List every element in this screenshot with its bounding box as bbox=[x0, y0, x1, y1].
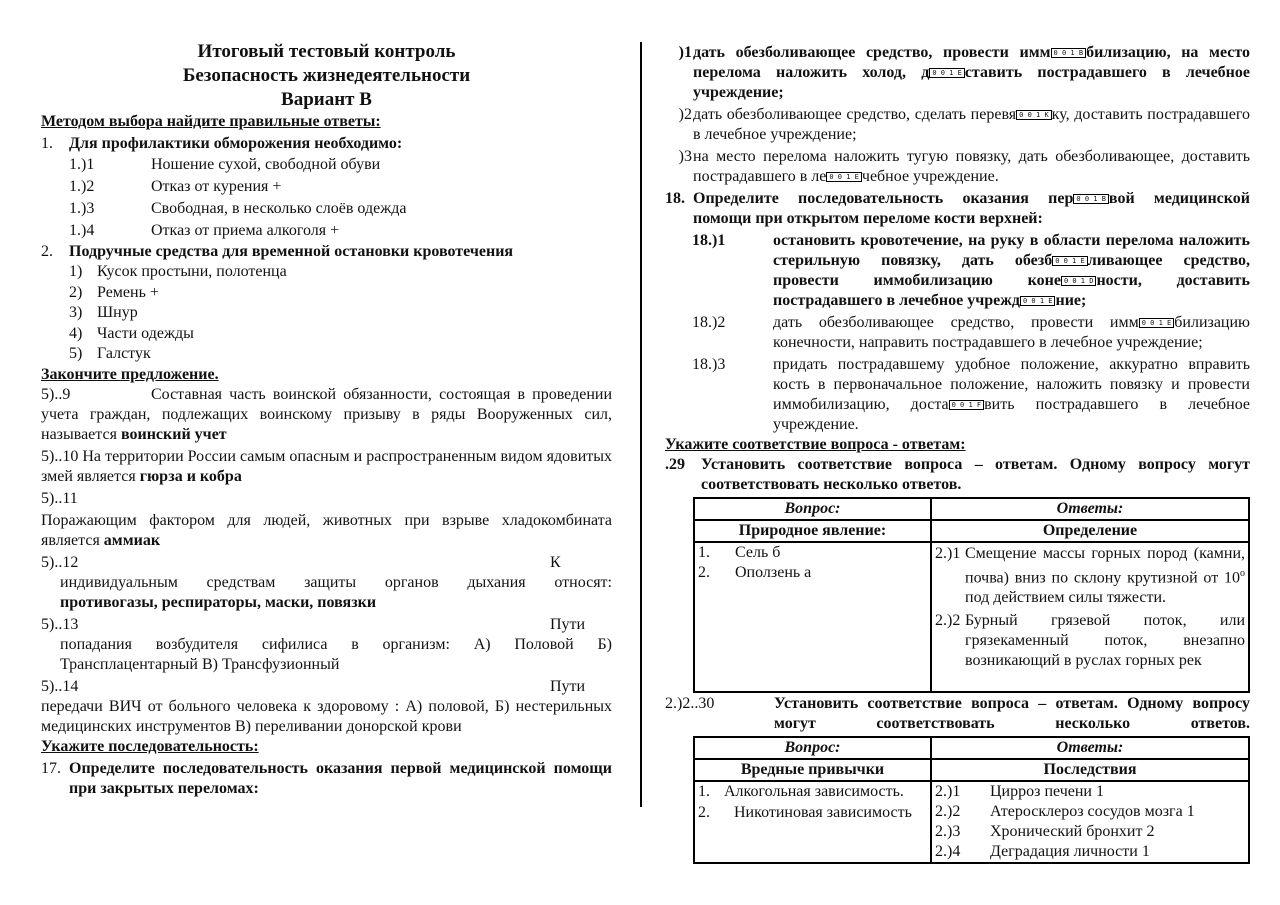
q1-option: 1.)4 Отказ от приема алкоголя + bbox=[69, 222, 340, 239]
question-2: 2. Подручные средства для временной остановки кровотечения bbox=[41, 243, 514, 260]
q2-option: 5) Галстук bbox=[69, 345, 151, 362]
field-marker-icon: 0 0 1 E bbox=[1139, 318, 1175, 328]
q1-option: 1.)2 Отказ от курения + bbox=[69, 178, 282, 195]
section-heading-sequence: Укажите последовательность: bbox=[41, 737, 259, 755]
section-heading-complete: Закончите предложение. bbox=[41, 365, 219, 383]
q2-option: 4) Части одежды bbox=[69, 324, 194, 342]
field-marker-icon: 0 0 1 E bbox=[1020, 296, 1056, 306]
q17-option: )2 дать обезболивающее средство, сделать перевя 0 0 1 K ку, доставить пострадавшего в лечебное учреждение; bbox=[678, 106, 1251, 143]
question-12: 5)..12 К индивидуальным средствам защиты органов дыхания относят: противогазы, респираторы, маски, повязки bbox=[41, 553, 612, 611]
question-11: 5)..11 Поражающим фактором для людей, животных при взрыве хладокомбината является аммиак bbox=[41, 489, 612, 549]
match-table-2: Вопрос: Ответы: Вредные привычки Последствия 1. Алкогольная зависимость. 2. Никотиновая зависимость 2.)1 Цирроз печени 1 2.)2 Атеросклероз сосудов мозга 1 2.)3 Хронический бронхит 2 2.)4 Деградация личности 1 bbox=[693, 736, 1250, 864]
field-marker-icon: 0 0 1 E bbox=[826, 172, 862, 182]
q2-option: 2) Ремень + bbox=[69, 283, 159, 301]
question-14: 5)..14 Пути передачи ВИЧ от больного человека к здоровому : А) половой, Б) нестерильных медицинских инструментов В) переливании донорской крови bbox=[41, 677, 612, 735]
field-marker-icon: 0 0 1 E bbox=[929, 68, 965, 78]
table1-answers: 2.)1 Смещение массы горных пород (камни, почва) вниз по склону крутизной от $10^о$ под действием силы тяжести. 2.)2 Бурный грязевой поток, или грязекаменный поток, внезапно возникающий в руслах горных рек bbox=[931, 542, 1249, 692]
section-heading-choice: Методом выбора найдите правильные ответы: bbox=[41, 113, 381, 130]
q1-option: 1.)1 Ношение сухой, свободной обуви bbox=[69, 156, 381, 173]
match-table-1: Вопрос: Ответы: Природное явление: Определение 1. Сель б 2. Оползень а 2.)1 Смещение массы горных пород (камни, почва) вниз по склону крутизной от $10^о$ под действием силы тяжести. 2.)2 Бурный грязевой поток, или грязекаменный поток, внезапно возникающий в руслах горных рек bbox=[693, 497, 1250, 693]
doc-title: Итоговый тестовый контроль bbox=[197, 41, 456, 62]
field-marker-icon: 0 0 1 B bbox=[1073, 194, 1109, 204]
section-heading-match: Укажите соответствие вопроса - ответам: bbox=[665, 436, 966, 453]
question-17: 17. Определите последовательность оказания первой медицинской помощи при закрытых переломах: bbox=[41, 759, 612, 797]
field-marker-icon: 0 0 1 K bbox=[1016, 110, 1052, 120]
doc-variant: Вариант В bbox=[281, 89, 372, 110]
q18-option: 18.)2 дать обезболивающее средство, провести имм 0 0 1 E билизацию конечности, направить пострадавшего в лечебное учреждение; bbox=[692, 314, 1250, 351]
field-marker-icon: 0 0 1 E bbox=[1052, 256, 1088, 266]
right-column bbox=[665, 40, 1250, 864]
q17-option: )3 на место перелома наложить тугую повязку, дать обезболивающее, доставить пострадавшего в ле 0 0 1 E чебное учреждение. bbox=[678, 148, 1250, 185]
question-18: 18. Определите последовательность оказания пер 0 0 1 B вой медицинской помощи при открытом переломе кости верхней: bbox=[665, 190, 1250, 227]
question-1: 1. Для профилактики обморожения необходимо: bbox=[41, 135, 403, 152]
table2-answers: 2.)1 Цирроз печени 1 2.)2 Атеросклероз сосудов мозга 1 2.)3 Хронический бронхит 2 2.)4 Деградация личности 1 bbox=[931, 781, 1249, 863]
column-divider bbox=[640, 42, 642, 807]
question-9: 5)..9 Составная часть воинской обязанности, состоящая в проведении учета граждан, подлежащих воинскому призыву в ряды Вооруженных сил, называется воинский учет bbox=[41, 385, 612, 443]
field-marker-icon: 0 0 1 F bbox=[949, 400, 985, 410]
field-marker-icon: 0 0 1 D bbox=[1061, 276, 1097, 286]
table1-questions: 1. Сель б 2. Оползень а bbox=[694, 542, 931, 692]
question-30: 2.)2..30 Установить соответствие вопроса – ответам. Одному вопросу могут соответствовать несколько ответов. bbox=[665, 695, 1250, 732]
field-marker-icon: 0 0 1 B bbox=[1051, 48, 1087, 58]
question-29: .29 Установить соответствие вопроса – ответам. Одному вопросу могут соответствовать несколько ответов. bbox=[665, 456, 1250, 493]
q2-option: 3) Шнур bbox=[69, 304, 138, 321]
table2-questions: 1. Алкогольная зависимость. 2. Никотиновая зависимость bbox=[694, 781, 931, 863]
q18-option: 18.)1 остановить кровотечение, на руку в области перелома наложить стерильную повязку, дать обезб 0 0 1 E ливающее средство, провести иммобилизацию коне 0 0 1 D ности, доставить пострадавшего в лечебное учрежд 0 0 1 E ние; bbox=[692, 232, 1251, 309]
question-13: 5)..13 Пути попадания возбудителя сифилиса в организм: А) Половой Б) Трансплацентарный В) Трансфузионный bbox=[41, 615, 612, 673]
doc-subject: Безопасность жизнедеятельности bbox=[182, 65, 471, 86]
q17-option: )1 дать обезболивающее средство, провести имм 0 0 1 B билизацию, на место перелома наложить холод, д 0 0 1 E ставить пострадавшего в лечебное учреждение; bbox=[678, 44, 1251, 101]
left-column bbox=[41, 40, 612, 799]
q18-option: 18.)3 придать пострадавшему удобное положение, аккуратно вправить кость в первоначальное положение, наложить повязку и провести иммобилизацию, доста 0 0 1 F вить пострадавшего в лечебное учреждение. bbox=[692, 356, 1250, 433]
q2-option: 1) Кусок простыни, полотенца bbox=[69, 263, 287, 280]
question-10: 5)..10 На территории России самым опасным и распространенным видом ядовитых змей является гюрза и кобра bbox=[41, 447, 613, 485]
q1-option: 1.)3 Свободная, в несколько слоёв одежда bbox=[69, 200, 407, 217]
